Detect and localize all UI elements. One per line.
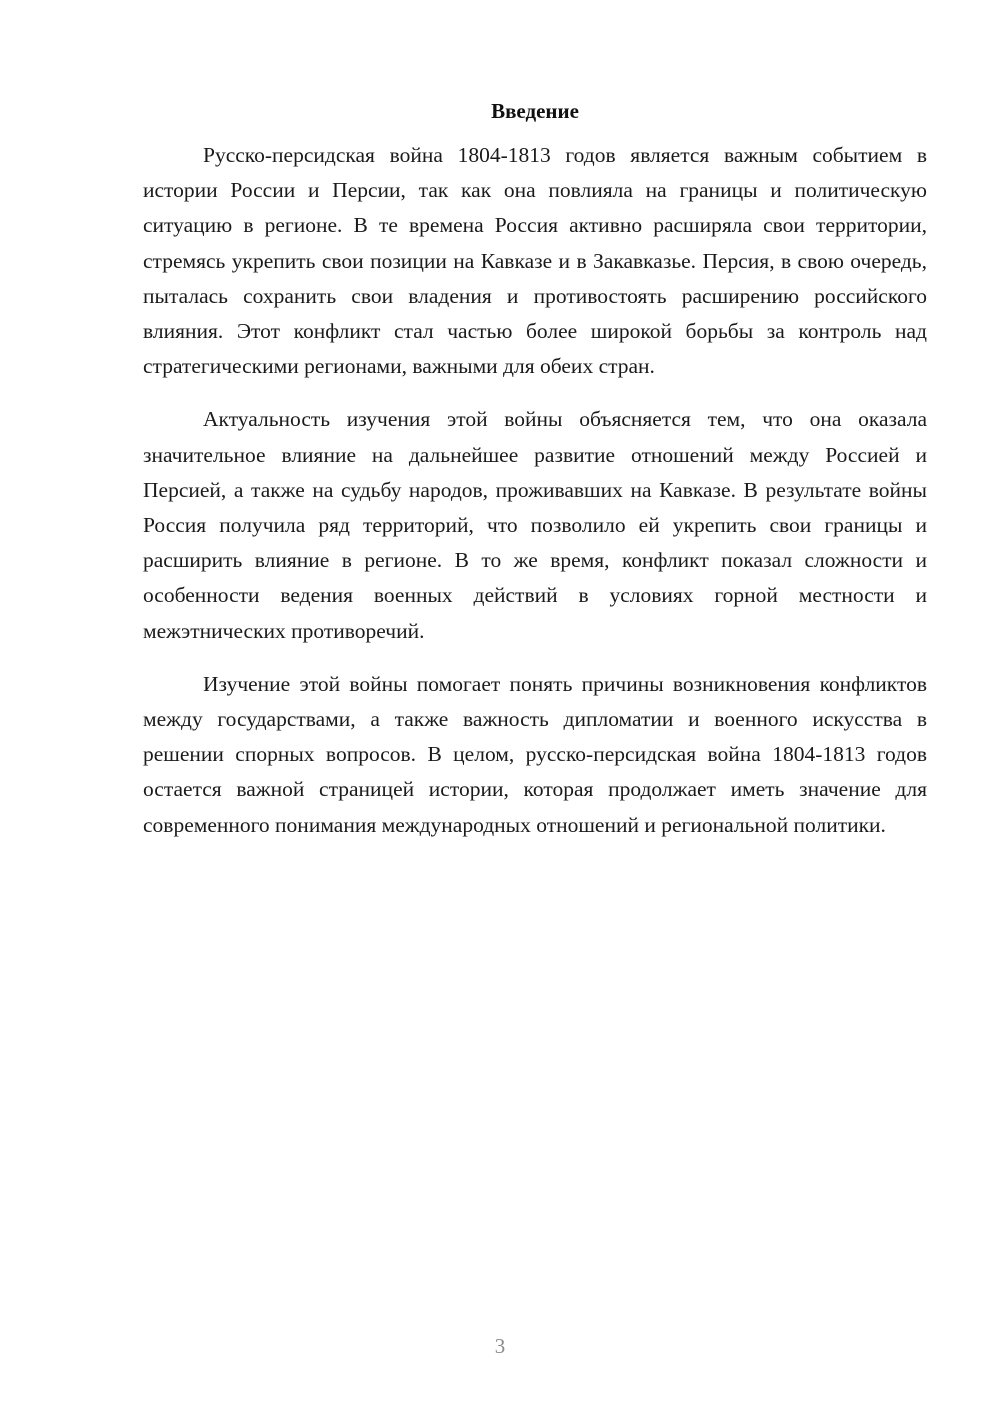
page-number: 3: [494, 1334, 506, 1358]
page-body: [143, 96, 927, 861]
paragraph-3: Изучение этой войны помогает понять причины возникновения конфликтов между государствами, а также важность дипломатии и военного искусства в решении спорных вопросов. В целом, русско-персидская война 1804-1813 годов остается важной страницей истории, которая продолжает иметь значение для современного понимания международных отношений и региональной политики.: [143, 671, 927, 837]
section-heading: Введение: [491, 99, 579, 123]
paragraph-2: Актуальность изучения этой войны объясняется тем, что она оказала значительное влияние на дальнейшее развитие отношений между Россией и Персией, а также на судьбу народов, проживавших на Кавказе. В результате войны Россия получила ряд территорий, что позволило ей укрепить свои границы и расширить влияние в регионе. В то же время, конфликт показал сложности и особенности ведения военных действий в условиях горной местности и межэтнических противоречий.: [143, 407, 927, 643]
paragraph-1: Русско-персидская война 1804-1813 годов является важным событием в истории России и Персии, так как она повлияла на границы и политическую ситуацию в регионе. В те времена Россия активно расширяла свои территории, стремясь укрепить свои позиции на Кавказе и в Закавказье. Персия, в свою очередь, пыталась сохранить свои владения и противостоять расширению российского влияния. Этот конфликт стал частью более широкой борьбы за контроль над стратегическими регионами, важными для обеих стран.: [143, 143, 927, 379]
